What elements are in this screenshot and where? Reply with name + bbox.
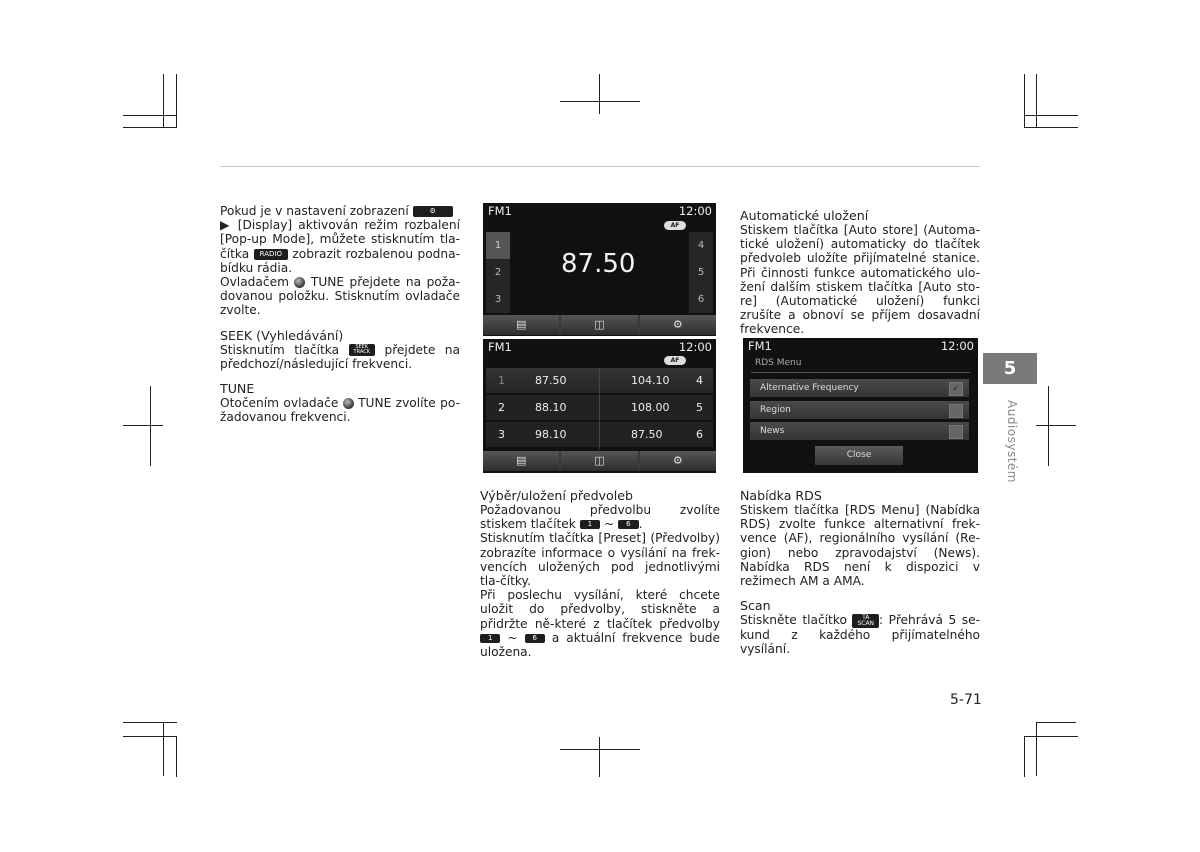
chapter-tab: 5 <box>983 353 1037 384</box>
settings-icon[interactable]: ⚙ <box>640 451 716 471</box>
preset-save-paragraph: Při poslechu vysílání, které chcete uložit do předvolby, stiskněte a přidržte ně-které z tlačítek předvolby 1 ~ 6 a aktuální frekvence bude uložena. <box>480 588 721 660</box>
crop-mark <box>176 737 177 777</box>
band-label: FM1 <box>488 340 512 354</box>
crop-mark <box>1036 722 1076 723</box>
column-right-bottom <box>740 488 980 656</box>
crop-mark <box>1024 74 1025 128</box>
autostore-paragraph: Stiskem tlačítka [Auto store] (Automa-tické uložení) automaticky do tlačítek předvoleb uložíte přijímatelné stanice. Při činnosti funkce automatického ulo-žení dalším stiskem tlačítka [Auto sto-re] (Automatické uložení) funkci zrušíte a obnoví se příjem dosavadní frekvence. <box>740 223 980 337</box>
tune-knob-icon <box>343 398 354 409</box>
seek-paragraph: Stisknutím tlačítka SEEK TRACK přejdete na předchozí/následující frekvenci. <box>220 342 460 371</box>
preset-select-paragraph: Požadovanou předvolbu zvolíte stiskem tlačítek 1 ~ 6 . <box>480 503 720 532</box>
close-button[interactable]: Close <box>815 446 903 465</box>
center-mark <box>599 737 600 777</box>
checkbox-icon[interactable] <box>949 425 963 439</box>
preset-button[interactable]: 4 <box>697 240 705 251</box>
preset-6-button-icon: 6 <box>618 520 638 529</box>
radio-icon[interactable]: ◫ <box>561 451 637 471</box>
crop-mark <box>1024 736 1078 737</box>
center-mark <box>560 749 640 750</box>
crop-mark <box>123 736 177 737</box>
preset-heading: Výběr/uložení předvoleb <box>480 488 633 503</box>
preset-column-right <box>689 232 713 313</box>
preset-button[interactable]: 1 <box>486 232 510 259</box>
crop-mark <box>176 74 177 128</box>
preset-row[interactable]: 1 87.50 104.10 4 <box>486 368 713 393</box>
clock: 12:00 <box>678 204 712 218</box>
tune-select-paragraph: Ovladačem TUNE přejdete na poža-dovanou položku. Stisknutím ovladače zvolte. <box>220 275 461 318</box>
scan-paragraph: Stiskněte tlačítko TA SCAN : Přehrává 5 se-kund z každého přijímatelného vysílání. <box>740 613 980 656</box>
seek-heading: SEEK (Vyhledávání) <box>220 327 344 343</box>
settings-icon[interactable]: ⚙ <box>640 315 716 335</box>
rds-item-region[interactable]: Region <box>750 401 969 419</box>
crop-mark <box>163 74 164 128</box>
rds-item-news[interactable]: News <box>750 422 969 440</box>
current-frequency: 87.50 <box>561 249 636 279</box>
crop-mark <box>1024 127 1078 128</box>
af-badge: AF <box>664 221 686 230</box>
preset-row[interactable]: 3 98.10 87.50 6 <box>486 422 713 447</box>
preset-list-icon[interactable]: ▤ <box>483 451 559 471</box>
band-label: FM1 <box>748 339 772 353</box>
clock: 12:00 <box>678 340 712 354</box>
screen-bottom-bar <box>483 315 716 335</box>
header-rule <box>220 166 980 167</box>
preset-column-left <box>486 232 510 313</box>
column-middle <box>480 488 720 659</box>
screen-bottom-bar <box>483 451 716 471</box>
chapter-title: Audiosystém <box>1005 400 1019 483</box>
clock: 12:00 <box>940 339 974 353</box>
preset-1-button-icon: 1 <box>580 520 600 529</box>
preset-button[interactable]: 2 <box>494 267 502 278</box>
preset-1-button-icon: 1 <box>480 634 500 643</box>
preset-6-button-icon: 6 <box>525 634 545 643</box>
scan-heading: Scan <box>740 598 771 614</box>
af-badge: AF <box>664 356 686 365</box>
preset-button[interactable]: 6 <box>697 294 705 305</box>
side-mark <box>1036 425 1076 426</box>
rds-item-alternative-frequency[interactable]: Alternative Frequency ✓ <box>750 379 969 397</box>
rds-menu-screen <box>743 338 978 473</box>
preset-button[interactable]: 3 <box>494 294 502 305</box>
crop-mark <box>1024 115 1078 116</box>
page-number: 5-71 <box>950 692 982 708</box>
rds-paragraph: Stiskem tlačítka [RDS Menu] (Nabídka RDS) zvolte funkce alternativní frek-vence (AF), regionálního vysílání (Re-gion) nebo zpravodajství (News). Nabídka RDS není k dispozici v režimech AM a AMA. <box>740 503 980 589</box>
crop-mark <box>1036 722 1037 776</box>
side-mark <box>1048 386 1049 466</box>
center-mark <box>560 101 640 102</box>
display-paragraph: Pokud je v nastavení zobrazení ⚙ ▶ [Display] aktivován režim rozbalení [Pop-up Mode], můžete stisknutím tla-čítka RADIO zobrazit rozbalenou podna-bídku rádia. <box>220 204 461 275</box>
seek-track-button-icon: SEEK TRACK <box>349 344 375 356</box>
autostore-heading: Automatické uložení <box>740 208 869 223</box>
preset-button[interactable]: 5 <box>697 267 705 278</box>
settings-button-icon: ⚙ <box>413 206 453 217</box>
preset-list-icon[interactable]: ▤ <box>483 315 559 335</box>
center-mark <box>599 74 600 114</box>
radio-screen-presets <box>483 339 716 473</box>
crop-mark <box>163 722 164 776</box>
rds-menu-title: RDS Menu <box>751 358 970 373</box>
radio-screen-main <box>483 203 716 336</box>
play-arrow-icon: ▶ <box>220 218 232 233</box>
crop-mark <box>1024 737 1025 777</box>
crop-mark <box>123 127 177 128</box>
ta-scan-button-icon: TA SCAN <box>852 614 879 628</box>
column-right-top <box>740 208 980 337</box>
tune-knob-icon <box>294 277 305 288</box>
checkbox-checked-icon[interactable]: ✓ <box>949 382 963 396</box>
tune-paragraph: Otočením ovladače TUNE zvolíte po-žadovanou frekvenci. <box>220 396 460 425</box>
radio-button-icon: RADIO <box>254 249 288 260</box>
preset-row[interactable]: 2 88.10 108.00 5 <box>486 395 713 420</box>
crop-mark <box>1036 74 1037 128</box>
preset-info-paragraph: Stisknutím tlačítka [Preset] (Předvolby) zobrazíte informace o vysílání na frek-vencích uložených pod jednotlivými tla-čítky. <box>480 531 720 589</box>
checkbox-icon[interactable] <box>949 404 963 418</box>
rds-heading: Nabídka RDS <box>740 488 822 503</box>
side-mark <box>150 386 151 466</box>
crop-mark <box>123 115 177 116</box>
radio-icon[interactable]: ◫ <box>561 315 637 335</box>
crop-mark <box>123 722 177 723</box>
column-left <box>220 204 460 424</box>
tune-heading: TUNE <box>220 381 255 397</box>
band-label: FM1 <box>488 204 512 218</box>
side-mark <box>123 425 163 426</box>
